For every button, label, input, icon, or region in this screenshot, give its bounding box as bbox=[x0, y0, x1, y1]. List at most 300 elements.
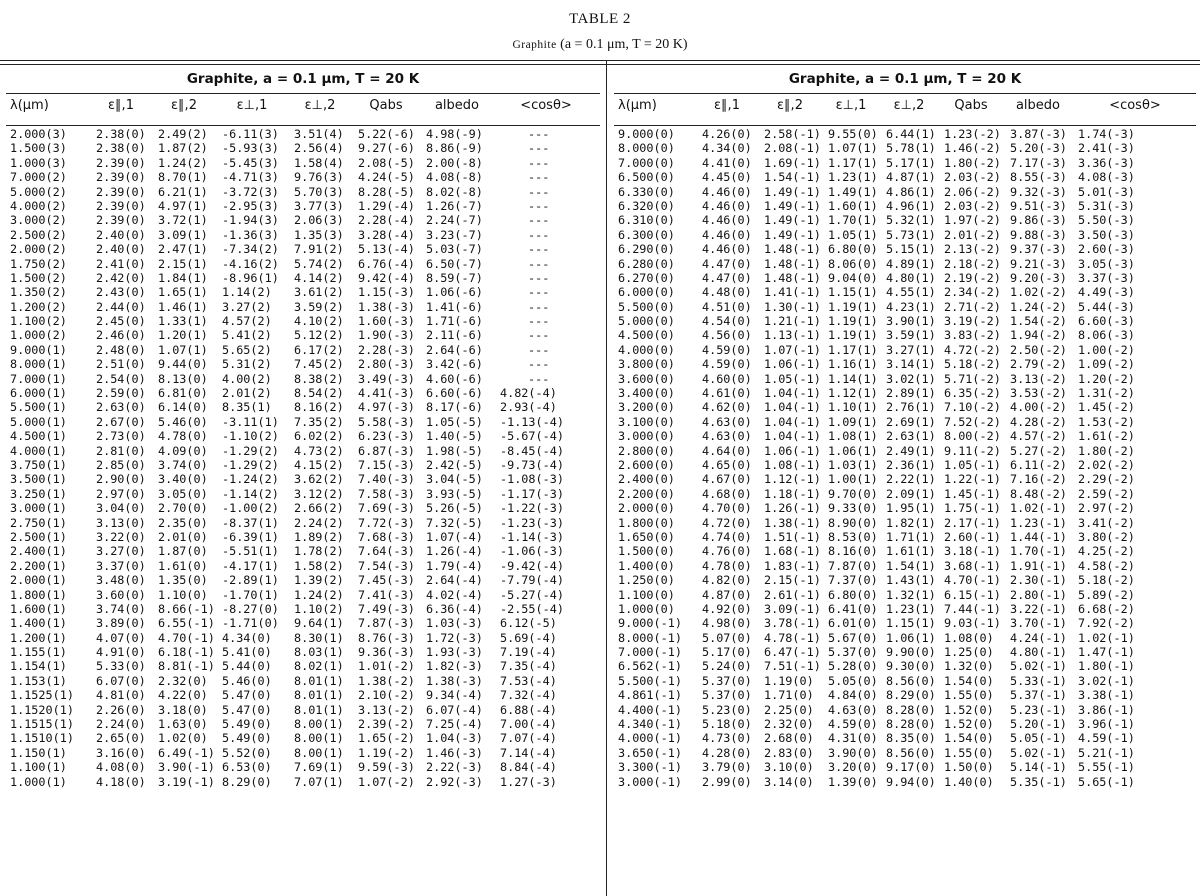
cell-eps-perp-1: 1.05(1) bbox=[828, 227, 878, 242]
cell-eps-par-2: 2.08(-1) bbox=[764, 141, 821, 156]
cell-eps-perp-1: 4.57(2) bbox=[222, 314, 272, 329]
cell-q-abs: 5.22(-6) bbox=[358, 127, 415, 141]
cell-lambda: 1.100(1) bbox=[10, 760, 67, 775]
cell-q-abs: 4.97(-3) bbox=[358, 400, 415, 415]
cell-q-abs: 2.08(-5) bbox=[358, 155, 415, 170]
cell-eps-par-1: 4.46(0) bbox=[702, 242, 752, 257]
cell-eps-perp-1: 1.16(1) bbox=[828, 357, 878, 372]
cell-lambda: 3.750(1) bbox=[10, 457, 67, 472]
cell-eps-par-1: 2.81(0) bbox=[96, 443, 146, 458]
cell-eps-par-1: 2.24(0) bbox=[96, 717, 146, 732]
cell-lambda: 1.1525(1) bbox=[10, 688, 74, 703]
cell-q-abs: 9.59(-3) bbox=[358, 760, 415, 775]
cell-eps-par-1: 2.26(0) bbox=[96, 702, 146, 717]
cell-q-abs: 2.03(-2) bbox=[944, 170, 1001, 185]
cell-albedo: 5.20(-3) bbox=[1010, 141, 1067, 156]
cell-albedo: 5.33(-1) bbox=[1010, 673, 1067, 688]
cell-lambda: 4.000(2) bbox=[10, 198, 67, 213]
cell-cos-theta: --- bbox=[528, 371, 550, 386]
cell-eps-perp-1: 8.16(0) bbox=[828, 544, 878, 559]
cell-eps-par-1: 4.41(0) bbox=[702, 155, 752, 170]
cell-eps-perp-1: 1.10(1) bbox=[828, 400, 878, 415]
cell-lambda: 1.1520(1) bbox=[10, 702, 74, 717]
cell-eps-par-1: 4.70(0) bbox=[702, 501, 752, 516]
cell-cos-theta: --- bbox=[528, 328, 550, 343]
cell-eps-par-2: 1.61(0) bbox=[158, 558, 208, 573]
cell-lambda: 4.340(-1) bbox=[618, 717, 682, 732]
table-row bbox=[6, 285, 600, 299]
cell-cos-theta: --- bbox=[528, 256, 550, 271]
column-header-albedo: albedo bbox=[1015, 98, 1061, 113]
column-header-eps-perp-1: ε⊥,1 bbox=[835, 98, 867, 113]
table-row bbox=[614, 602, 1196, 616]
cell-albedo: 9.34(-4) bbox=[426, 688, 483, 703]
cell-cos-theta: --- bbox=[528, 270, 550, 285]
cell-lambda: 1.400(0) bbox=[618, 558, 675, 573]
cell-eps-par-1: 4.59(0) bbox=[702, 342, 752, 357]
cell-lambda: 4.500(0) bbox=[618, 328, 675, 343]
cell-lambda: 3.300(-1) bbox=[618, 760, 682, 775]
cell-lambda: 1.000(2) bbox=[10, 328, 67, 343]
table-row bbox=[614, 242, 1196, 256]
cell-eps-perp-2: 9.90(0) bbox=[886, 645, 936, 660]
table-row bbox=[6, 731, 600, 745]
cell-q-abs: 1.90(-3) bbox=[358, 328, 415, 343]
cell-albedo: 2.79(-2) bbox=[1010, 357, 1067, 372]
cell-eps-perp-1: -1.14(2) bbox=[222, 486, 279, 501]
cell-cos-theta: --- bbox=[528, 299, 550, 314]
cell-eps-perp-1: 5.47(0) bbox=[222, 688, 272, 703]
table-row bbox=[6, 314, 600, 328]
table-row bbox=[6, 501, 600, 515]
cell-eps-perp-2: 8.35(0) bbox=[886, 731, 936, 746]
table-row bbox=[6, 775, 600, 789]
cell-q-abs: 6.15(-1) bbox=[944, 587, 1001, 602]
table-row bbox=[614, 645, 1196, 659]
cell-eps-par-1: 6.07(0) bbox=[96, 673, 146, 688]
cell-albedo: 4.98(-9) bbox=[426, 127, 483, 141]
cell-eps-perp-2: 1.78(2) bbox=[294, 544, 344, 559]
cell-albedo: 4.57(-2) bbox=[1010, 429, 1067, 444]
cell-eps-perp-1: -1.29(2) bbox=[222, 457, 279, 472]
cell-eps-perp-2: 5.74(2) bbox=[294, 256, 344, 271]
cell-eps-perp-1: -1.36(3) bbox=[222, 227, 279, 242]
cell-q-abs: 9.42(-4) bbox=[358, 270, 415, 285]
cell-eps-par-2: 1.49(-1) bbox=[764, 227, 821, 242]
cell-eps-par-1: 4.81(0) bbox=[96, 688, 146, 703]
cell-lambda: 3.500(1) bbox=[10, 472, 67, 487]
cell-albedo: 9.20(-3) bbox=[1010, 270, 1067, 285]
cell-cos-theta: 7.00(-4) bbox=[500, 717, 557, 732]
cell-lambda: 1.100(0) bbox=[618, 587, 675, 602]
cell-lambda: 6.000(1) bbox=[10, 386, 67, 401]
table-row bbox=[6, 271, 600, 285]
cell-lambda: 2.500(1) bbox=[10, 529, 67, 544]
left-heading-rule bbox=[6, 93, 600, 94]
cell-lambda: 3.000(2) bbox=[10, 213, 67, 228]
cell-eps-perp-2: 1.58(4) bbox=[294, 155, 344, 170]
cell-eps-perp-1: 6.80(0) bbox=[828, 587, 878, 602]
cell-albedo: 1.04(-3) bbox=[426, 731, 483, 746]
cell-eps-perp-1: -3.72(3) bbox=[222, 184, 279, 199]
cell-eps-perp-2: 8.29(0) bbox=[886, 688, 936, 703]
table-row bbox=[6, 386, 600, 400]
cell-albedo: 1.26(-4) bbox=[426, 544, 483, 559]
table-row bbox=[614, 717, 1196, 731]
column-header-cos-theta: <cosθ> bbox=[520, 98, 572, 113]
cell-eps-perp-1: 1.19(1) bbox=[828, 314, 878, 329]
cell-q-abs: 1.08(0) bbox=[944, 630, 994, 645]
cell-eps-perp-1: 5.49(0) bbox=[222, 731, 272, 746]
cell-albedo: 3.04(-5) bbox=[426, 472, 483, 487]
cell-eps-par-2: 3.05(0) bbox=[158, 486, 208, 501]
cell-eps-par-2: 1.12(-1) bbox=[764, 472, 821, 487]
cell-cos-theta: 3.80(-2) bbox=[1078, 529, 1135, 544]
cell-cos-theta: -5.67(-4) bbox=[500, 429, 564, 444]
cell-albedo: 2.00(-8) bbox=[426, 155, 483, 170]
table-row bbox=[614, 271, 1196, 285]
table-row bbox=[614, 213, 1196, 227]
cell-eps-perp-2: 8.28(0) bbox=[886, 702, 936, 717]
table-row bbox=[614, 516, 1196, 530]
cell-eps-par-2: 8.81(-1) bbox=[158, 659, 215, 674]
cell-eps-par-2: 1.04(-1) bbox=[764, 400, 821, 415]
cell-eps-par-1: 4.26(0) bbox=[702, 127, 752, 141]
cell-eps-par-2: 2.01(0) bbox=[158, 529, 208, 544]
cell-eps-perp-2: 9.76(3) bbox=[294, 170, 344, 185]
cell-cos-theta: 1.45(-2) bbox=[1078, 400, 1135, 415]
cell-eps-par-2: 6.49(-1) bbox=[158, 745, 215, 760]
table-row bbox=[6, 631, 600, 645]
table-row bbox=[614, 185, 1196, 199]
cell-eps-perp-2: 1.58(2) bbox=[294, 558, 344, 573]
cell-cos-theta: --- bbox=[528, 213, 550, 228]
cell-q-abs: 1.46(-2) bbox=[944, 141, 1001, 156]
cell-lambda: 4.000(1) bbox=[10, 443, 67, 458]
cell-q-abs: 1.15(-3) bbox=[358, 285, 415, 300]
cell-eps-par-2: 1.18(-1) bbox=[764, 486, 821, 501]
cell-q-abs: 9.36(-3) bbox=[358, 645, 415, 660]
cell-eps-par-2: 1.84(1) bbox=[158, 270, 208, 285]
cell-cos-theta: 1.80(-1) bbox=[1078, 659, 1135, 674]
cell-cos-theta: 6.12(-5) bbox=[500, 616, 557, 631]
cell-eps-par-2: 1.87(0) bbox=[158, 544, 208, 559]
column-header-eps-perp-2: ε⊥,2 bbox=[304, 98, 336, 113]
cell-eps-par-1: 2.99(0) bbox=[702, 774, 752, 789]
cell-albedo: 1.24(-2) bbox=[1010, 299, 1067, 314]
cell-eps-perp-2: 2.63(1) bbox=[886, 429, 936, 444]
cell-cos-theta: 7.19(-4) bbox=[500, 645, 557, 660]
cell-q-abs: 1.55(0) bbox=[944, 745, 994, 760]
cell-eps-par-1: 5.23(0) bbox=[702, 702, 752, 717]
cell-eps-par-1: 2.59(0) bbox=[96, 386, 146, 401]
cell-lambda: 2.000(0) bbox=[618, 501, 675, 516]
cell-eps-perp-2: 2.36(1) bbox=[886, 457, 936, 472]
table-row bbox=[6, 213, 600, 227]
right-heading-rule bbox=[614, 93, 1196, 94]
cell-eps-par-2: 1.48(-1) bbox=[764, 256, 821, 271]
cell-cos-theta: 3.37(-3) bbox=[1078, 270, 1135, 285]
cell-eps-par-2: 1.30(-1) bbox=[764, 299, 821, 314]
cell-q-abs: 7.72(-3) bbox=[358, 515, 415, 530]
cell-q-abs: 1.52(0) bbox=[944, 717, 994, 732]
cell-eps-par-1: 2.45(0) bbox=[96, 314, 146, 329]
cell-albedo: 5.27(-2) bbox=[1010, 443, 1067, 458]
table-row bbox=[6, 415, 600, 429]
cell-cos-theta: -1.06(-3) bbox=[500, 544, 564, 559]
cell-eps-par-1: 2.38(0) bbox=[96, 127, 146, 141]
cell-albedo: 6.60(-6) bbox=[426, 386, 483, 401]
column-header-albedo: albedo bbox=[434, 98, 480, 113]
cell-cos-theta: 7.92(-2) bbox=[1078, 616, 1135, 631]
cell-eps-par-1: 4.46(0) bbox=[702, 198, 752, 213]
cell-lambda: 6.290(0) bbox=[618, 242, 675, 257]
table-row bbox=[6, 300, 600, 314]
cell-eps-perp-2: 1.06(1) bbox=[886, 630, 936, 645]
cell-eps-perp-1: 5.46(0) bbox=[222, 673, 272, 688]
cell-lambda: 3.000(1) bbox=[10, 501, 67, 516]
cell-cos-theta: 3.41(-2) bbox=[1078, 515, 1135, 530]
cell-lambda: 6.310(0) bbox=[618, 213, 675, 228]
cell-eps-perp-1: 1.23(1) bbox=[828, 170, 878, 185]
cell-eps-perp-2: 2.49(1) bbox=[886, 443, 936, 458]
table-row bbox=[6, 141, 600, 155]
table-row bbox=[6, 472, 600, 486]
cell-eps-par-2: 2.35(0) bbox=[158, 515, 208, 530]
cell-lambda: 9.000(-1) bbox=[618, 616, 682, 631]
cell-cos-theta: -1.22(-3) bbox=[500, 501, 564, 516]
cell-eps-perp-2: 8.56(0) bbox=[886, 745, 936, 760]
left-header-rule bbox=[6, 125, 600, 126]
cell-eps-perp-1: 1.06(1) bbox=[828, 443, 878, 458]
cell-lambda: 1.100(2) bbox=[10, 314, 67, 329]
table-subtitle bbox=[0, 37, 1200, 53]
cell-q-abs: 7.58(-3) bbox=[358, 486, 415, 501]
table-row bbox=[6, 516, 600, 530]
cell-cos-theta: 8.84(-4) bbox=[500, 760, 557, 775]
cell-albedo: 5.03(-7) bbox=[426, 242, 483, 257]
cell-albedo: 5.26(-5) bbox=[426, 501, 483, 516]
cell-eps-par-1: 4.82(0) bbox=[702, 573, 752, 588]
cell-eps-perp-2: 8.00(1) bbox=[294, 731, 344, 746]
cell-albedo: 1.02(-1) bbox=[1010, 501, 1067, 516]
cell-lambda: 1.500(3) bbox=[10, 141, 67, 156]
cell-eps-perp-1: -6.39(1) bbox=[222, 529, 279, 544]
cell-lambda: 7.000(-1) bbox=[618, 645, 682, 660]
cell-eps-par-1: 5.33(0) bbox=[96, 659, 146, 674]
cell-eps-perp-1: -1.00(2) bbox=[222, 501, 279, 516]
cell-albedo: 5.02(-1) bbox=[1010, 745, 1067, 760]
cell-lambda: 2.200(1) bbox=[10, 558, 67, 573]
cell-eps-perp-1: 1.19(1) bbox=[828, 299, 878, 314]
right-header-row bbox=[614, 96, 1196, 122]
cell-q-abs: 7.49(-3) bbox=[358, 601, 415, 616]
cell-lambda: 4.500(1) bbox=[10, 429, 67, 444]
cell-eps-perp-2: 3.90(1) bbox=[886, 314, 936, 329]
cell-albedo: 5.23(-1) bbox=[1010, 702, 1067, 717]
cell-q-abs: 1.29(-4) bbox=[358, 198, 415, 213]
table-row bbox=[6, 257, 600, 271]
cell-eps-par-1: 5.24(0) bbox=[702, 659, 752, 674]
cell-cos-theta: --- bbox=[528, 184, 550, 199]
cell-albedo: 8.02(-8) bbox=[426, 184, 483, 199]
cell-q-abs: 3.18(-1) bbox=[944, 544, 1001, 559]
cell-eps-par-1: 2.63(0) bbox=[96, 400, 146, 415]
subtitle-rest: (a = 0.1 μm, T = 20 K) bbox=[556, 37, 688, 52]
cell-eps-perp-1: 5.05(0) bbox=[828, 673, 878, 688]
cell-eps-perp-1: 1.14(2) bbox=[222, 285, 272, 300]
cell-eps-perp-1: -5.93(3) bbox=[222, 141, 279, 156]
cell-eps-par-1: 3.37(0) bbox=[96, 558, 146, 573]
cell-cos-theta: -8.45(-4) bbox=[500, 443, 564, 458]
cell-eps-par-2: 1.49(-1) bbox=[764, 198, 821, 213]
cell-lambda: 9.000(1) bbox=[10, 342, 67, 357]
cell-cos-theta: 5.50(-3) bbox=[1078, 213, 1135, 228]
cell-cos-theta: 1.00(-2) bbox=[1078, 342, 1135, 357]
cell-q-abs: 8.76(-3) bbox=[358, 630, 415, 645]
cell-q-abs: 2.10(-2) bbox=[358, 688, 415, 703]
cell-eps-par-2: 1.51(-1) bbox=[764, 529, 821, 544]
cell-lambda: 2.600(0) bbox=[618, 457, 675, 472]
cell-eps-perp-2: 1.10(2) bbox=[294, 601, 344, 616]
cell-cos-theta: 1.20(-2) bbox=[1078, 371, 1135, 386]
cell-eps-par-1: 4.98(0) bbox=[702, 616, 752, 631]
cell-eps-par-2: 1.24(2) bbox=[158, 155, 208, 170]
cell-albedo: 1.03(-3) bbox=[426, 616, 483, 631]
cell-albedo: 4.80(-1) bbox=[1010, 645, 1067, 660]
cell-eps-perp-1: -1.10(2) bbox=[222, 429, 279, 444]
cell-albedo: 1.94(-2) bbox=[1010, 328, 1067, 343]
cell-eps-par-2: 1.05(-1) bbox=[764, 371, 821, 386]
cell-eps-perp-2: 8.30(1) bbox=[294, 630, 344, 645]
table-row bbox=[614, 444, 1196, 458]
cell-eps-par-1: 4.34(0) bbox=[702, 141, 752, 156]
cell-eps-perp-1: 4.84(0) bbox=[828, 688, 878, 703]
cell-cos-theta: 3.86(-1) bbox=[1078, 702, 1135, 717]
cell-eps-par-1: 5.17(0) bbox=[702, 645, 752, 660]
cell-eps-par-2: 1.63(0) bbox=[158, 717, 208, 732]
cell-cos-theta: 7.35(-4) bbox=[500, 659, 557, 674]
cell-albedo: 2.50(-2) bbox=[1010, 342, 1067, 357]
cell-eps-par-2: 4.97(1) bbox=[158, 198, 208, 213]
cell-albedo: 7.17(-3) bbox=[1010, 155, 1067, 170]
cell-cos-theta: 2.59(-2) bbox=[1078, 486, 1135, 501]
cell-eps-perp-2: 8.02(1) bbox=[294, 659, 344, 674]
cell-cos-theta: 3.38(-1) bbox=[1078, 688, 1135, 703]
cell-eps-perp-2: 1.71(1) bbox=[886, 529, 936, 544]
cell-eps-perp-2: 5.32(1) bbox=[886, 213, 936, 228]
cell-eps-par-2: 1.07(-1) bbox=[764, 342, 821, 357]
table-row bbox=[6, 185, 600, 199]
cell-lambda: 1.800(1) bbox=[10, 587, 67, 602]
cell-albedo: 2.11(-6) bbox=[426, 328, 483, 343]
cell-lambda: 1.153(1) bbox=[10, 673, 67, 688]
cell-eps-par-2: 1.38(-1) bbox=[764, 515, 821, 530]
cell-eps-perp-2: 4.87(1) bbox=[886, 170, 936, 185]
column-header-eps-par-1: ε∥,1 bbox=[108, 98, 134, 113]
cell-cos-theta: --- bbox=[528, 155, 550, 170]
cell-eps-par-2: 5.46(0) bbox=[158, 414, 208, 429]
cell-lambda: 1.750(2) bbox=[10, 256, 67, 271]
cell-eps-perp-1: 1.03(1) bbox=[828, 457, 878, 472]
right-header-rule bbox=[614, 125, 1196, 126]
column-header-eps-par-2: ε∥,2 bbox=[777, 98, 803, 113]
cell-eps-perp-1: 1.17(1) bbox=[828, 155, 878, 170]
cell-eps-perp-1: 8.90(0) bbox=[828, 515, 878, 530]
table-row bbox=[614, 156, 1196, 170]
column-header-cos-theta: <cosθ> bbox=[1109, 98, 1161, 113]
cell-q-abs: 3.49(-3) bbox=[358, 371, 415, 386]
cell-eps-perp-1: 1.12(1) bbox=[828, 386, 878, 401]
table-row bbox=[614, 141, 1196, 155]
cell-cos-theta: 7.53(-4) bbox=[500, 673, 557, 688]
cell-albedo: 6.36(-4) bbox=[426, 601, 483, 616]
cell-q-abs: 6.35(-2) bbox=[944, 386, 1001, 401]
table-row bbox=[614, 674, 1196, 688]
cell-eps-perp-2: 2.66(2) bbox=[294, 501, 344, 516]
cell-eps-par-1: 4.07(0) bbox=[96, 630, 146, 645]
cell-lambda: 7.000(0) bbox=[618, 155, 675, 170]
cell-lambda: 2.000(2) bbox=[10, 242, 67, 257]
cell-cos-theta: -1.13(-4) bbox=[500, 414, 564, 429]
cell-eps-perp-1: 6.41(0) bbox=[828, 601, 878, 616]
table-row bbox=[614, 588, 1196, 602]
cell-eps-perp-1: 6.01(0) bbox=[828, 616, 878, 631]
cell-eps-par-2: 4.22(0) bbox=[158, 688, 208, 703]
cell-eps-perp-1: 2.01(2) bbox=[222, 386, 272, 401]
table-row bbox=[614, 559, 1196, 573]
cell-eps-par-1: 3.48(0) bbox=[96, 573, 146, 588]
cell-eps-perp-2: 2.22(1) bbox=[886, 472, 936, 487]
cell-eps-perp-1: 5.41(2) bbox=[222, 328, 272, 343]
cell-eps-par-2: 4.70(-1) bbox=[158, 630, 215, 645]
cell-eps-par-1: 3.27(0) bbox=[96, 544, 146, 559]
table-row bbox=[614, 372, 1196, 386]
cell-eps-perp-2: 3.14(1) bbox=[886, 357, 936, 372]
cell-lambda: 6.320(0) bbox=[618, 198, 675, 213]
cell-albedo: 1.98(-5) bbox=[426, 443, 483, 458]
cell-eps-perp-1: 1.49(1) bbox=[828, 184, 878, 199]
cell-eps-perp-1: 4.00(2) bbox=[222, 371, 272, 386]
cell-eps-par-1: 4.18(0) bbox=[96, 774, 146, 789]
table-row bbox=[614, 314, 1196, 328]
cell-albedo: 2.80(-1) bbox=[1010, 587, 1067, 602]
table-row bbox=[614, 501, 1196, 515]
cell-eps-perp-1: 8.29(0) bbox=[222, 774, 272, 789]
cell-eps-perp-2: 5.78(1) bbox=[886, 141, 936, 156]
cell-eps-par-2: 6.21(1) bbox=[158, 184, 208, 199]
cell-lambda: 2.200(0) bbox=[618, 486, 675, 501]
cell-albedo: 6.11(-2) bbox=[1010, 457, 1067, 472]
cell-q-abs: 3.83(-2) bbox=[944, 328, 1001, 343]
cell-eps-par-1: 4.63(0) bbox=[702, 414, 752, 429]
cell-eps-par-1: 2.40(0) bbox=[96, 227, 146, 242]
cell-cos-theta: 1.31(-2) bbox=[1078, 386, 1135, 401]
cell-eps-perp-2: 9.94(0) bbox=[886, 774, 936, 789]
cell-eps-perp-2: 3.62(2) bbox=[294, 472, 344, 487]
cell-lambda: 5.500(1) bbox=[10, 400, 67, 415]
cell-eps-par-1: 4.68(0) bbox=[702, 486, 752, 501]
cell-eps-par-1: 4.45(0) bbox=[702, 170, 752, 185]
column-header-lambda: λ(μm) bbox=[618, 98, 657, 113]
cell-eps-par-1: 2.38(0) bbox=[96, 141, 146, 156]
cell-eps-perp-2: 8.01(1) bbox=[294, 702, 344, 717]
cell-eps-par-2: 3.18(0) bbox=[158, 702, 208, 717]
cell-cos-theta: 4.82(-4) bbox=[500, 386, 557, 401]
cell-eps-par-1: 4.78(0) bbox=[702, 558, 752, 573]
table-row bbox=[6, 746, 600, 760]
cell-eps-par-2: 1.07(1) bbox=[158, 342, 208, 357]
